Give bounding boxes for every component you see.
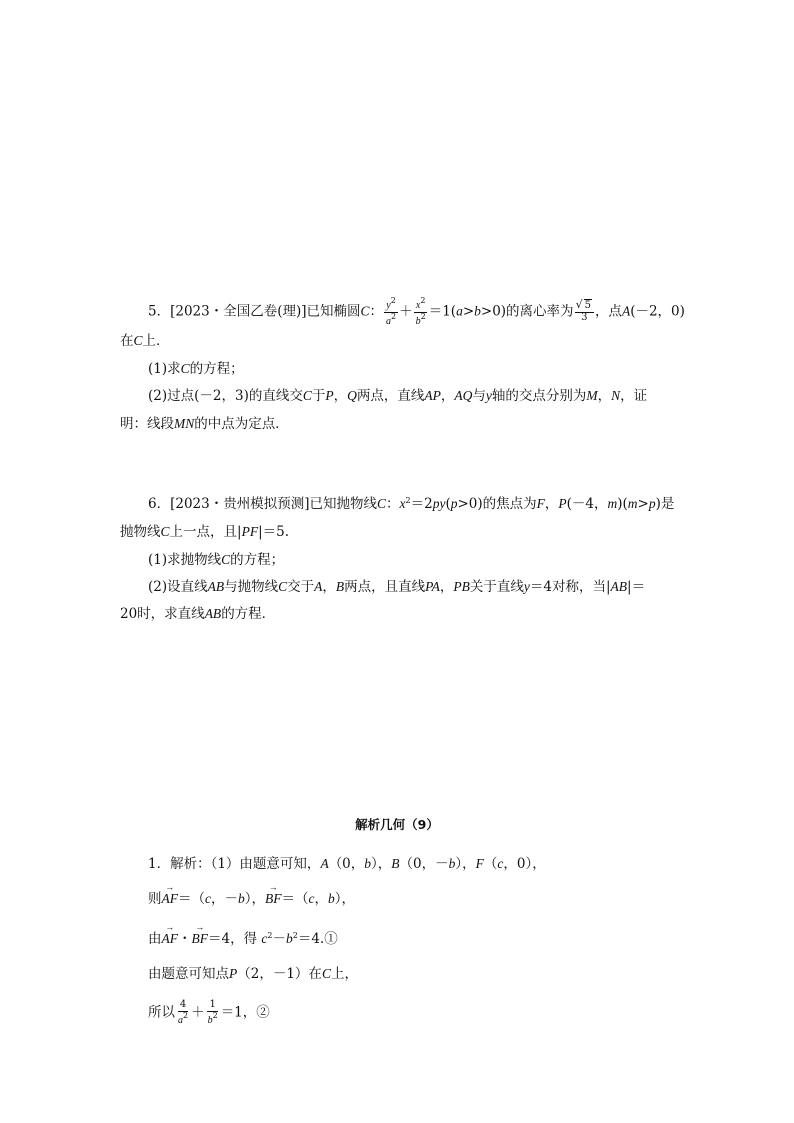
answer-line-5 (148, 1000, 270, 1026)
var-b: b (474, 303, 481, 319)
var-a: a (456, 303, 463, 319)
text: >0)的离心率为 (480, 303, 574, 320)
var-P: P (325, 388, 334, 403)
text: 轴的交点分别为 (491, 388, 587, 404)
text: ， (314, 891, 328, 907)
text: 抛物线 (120, 524, 161, 540)
text: ＝1，② (220, 1004, 270, 1021)
fraction-sqrt5-3 (575, 301, 594, 323)
text: ）， (334, 891, 355, 907)
text: 由题意可知点 (148, 966, 229, 982)
text: 的方程； (230, 552, 285, 568)
text: (－2，0) (630, 303, 685, 320)
text: ， (597, 388, 612, 404)
var-py: py (432, 496, 446, 511)
var-C: C (278, 579, 288, 594)
text: (1)求 (148, 361, 181, 377)
var-C: C (321, 966, 331, 981)
var-m: m (607, 496, 618, 511)
var-PF: PF (241, 524, 259, 539)
text: 上， (330, 966, 358, 982)
text: － (272, 931, 286, 947)
var-c: c (205, 891, 211, 906)
text: 两点，直线 (356, 388, 425, 404)
var-PB: PB (453, 579, 470, 594)
var-y: y (485, 388, 492, 403)
text: 在 (120, 333, 134, 349)
text: 与抛物线 (224, 579, 279, 595)
text: ）， (244, 891, 265, 907)
vector-AF: → AF (162, 932, 179, 946)
text: ＋ (399, 303, 413, 320)
exp: 2 (391, 311, 397, 321)
var-P: P (229, 966, 238, 981)
var-C: C (360, 303, 370, 319)
text: 与 (472, 388, 486, 404)
problem-5-line-2 (120, 334, 170, 349)
text: （0，－ (399, 856, 449, 872)
problem-5-number: 5．[2023・全国乙卷(理)]已知椭圆 (148, 303, 361, 320)
text: > (462, 303, 475, 320)
var-A: A (314, 579, 323, 594)
numerator: 4 (179, 999, 187, 1010)
exp: 2 (183, 1010, 189, 1020)
answer-line-1 (148, 857, 546, 872)
text: ＝2 (410, 496, 433, 512)
var-m: m (627, 496, 638, 511)
problem-5-question-1 (148, 362, 244, 377)
exp: 2 (420, 311, 426, 321)
problem-6-line-1 (148, 497, 674, 512)
text: ， (544, 496, 559, 512)
var-y: y (386, 300, 391, 311)
text: ＋ (191, 1004, 205, 1021)
text: 1．解析：（1）由题意可知， (148, 856, 321, 872)
text: (2)设直线 (148, 579, 208, 595)
var-M: M (586, 388, 598, 403)
text: ＝（ (178, 891, 205, 907)
var-c: c (308, 891, 315, 906)
problem-6-line-2 (120, 525, 289, 540)
text: ， (333, 388, 348, 404)
text: (1)求抛物线 (148, 552, 222, 568)
radicand: 5 (584, 300, 591, 311)
problem-5-line-1 (148, 297, 685, 327)
var-C: C (133, 333, 143, 348)
vector-BF: → BF (265, 892, 282, 906)
problem-6-question-1 (148, 553, 284, 568)
text: 所以 (148, 1004, 175, 1021)
var-a: a (386, 315, 392, 327)
var-AB: AB (207, 579, 225, 594)
text: ，点 (594, 303, 622, 320)
var-b: b (328, 891, 335, 906)
var-b: b (415, 315, 421, 327)
text: ，－ (211, 891, 238, 907)
sqrt-symbol (577, 301, 592, 312)
text: ＝（ (281, 891, 309, 907)
var-C: C (180, 361, 190, 376)
text: ( (445, 496, 451, 512)
var-AQ: AQ (454, 388, 473, 403)
var-b: b (448, 856, 456, 871)
var-B: B (335, 579, 345, 594)
problem-6-question-2 (148, 580, 645, 595)
text: )( (617, 496, 628, 512)
fraction-4-a2 (176, 1000, 190, 1026)
vector-BF: → BF (192, 932, 209, 946)
text: ＝4对称，当| (529, 579, 611, 595)
var-c: c (261, 931, 268, 946)
var-C: C (221, 552, 231, 567)
problem-5-question-2 (148, 389, 647, 404)
var-b: b (238, 891, 245, 906)
text: 由 (148, 931, 162, 947)
var-x: x (415, 300, 421, 311)
numerator: 1 (209, 999, 216, 1010)
var-F: F (475, 856, 484, 871)
text: 20时，求直线 (120, 606, 205, 622)
fraction-y2-a2 (384, 297, 398, 327)
text: > (637, 496, 649, 512)
text: >0)的焦点为 (457, 496, 537, 512)
text: （2，－1）在 (237, 966, 322, 982)
answer-line-4 (148, 967, 358, 982)
var-Q: Q (347, 388, 357, 403)
var-C: C (376, 496, 386, 511)
var-P: P (558, 496, 567, 511)
text: （ (483, 856, 498, 872)
var-p: p (648, 496, 656, 511)
exp: 2 (292, 931, 298, 940)
var-y: y (523, 579, 530, 594)
var-b: b (285, 931, 293, 946)
var-MN: MN (174, 416, 195, 431)
var-C: C (302, 388, 312, 403)
exp: 2 (405, 496, 411, 505)
text: 明：线段 (120, 416, 174, 432)
text: ， (440, 388, 455, 404)
text: |＝5. (258, 524, 290, 540)
exp: 2 (420, 296, 426, 305)
denominator: 3 (581, 311, 588, 323)
var-b: b (364, 856, 372, 871)
text: 的中点为定点． (194, 416, 289, 432)
vector-AF: → AF (162, 892, 179, 906)
var-b: b (207, 1014, 213, 1026)
exp: 2 (267, 931, 273, 940)
text: ）， (371, 856, 392, 872)
fraction-x2-b2 (414, 297, 428, 327)
text: ， (439, 579, 454, 595)
problem-6-number: 6．[2023・贵州模拟预测]已知抛物线 (148, 496, 377, 512)
text: 的方程； (189, 361, 244, 377)
var-N: N (611, 388, 621, 403)
text: )是 (655, 496, 675, 512)
text: ＝4.① (297, 931, 338, 947)
text: ）， (455, 856, 476, 872)
text: 则 (148, 891, 162, 907)
text: (2)过点(－2，3)的直线交 (148, 388, 303, 404)
problem-6-question-2-line-2 (120, 607, 275, 622)
text: 上． (142, 333, 170, 349)
text: 关于直线 (469, 579, 524, 595)
text: ， (322, 579, 336, 595)
problem-5-question-2-line-2 (120, 417, 289, 432)
text: |＝ (627, 579, 646, 595)
var-B: B (391, 856, 400, 871)
var-AB: AB (610, 579, 628, 594)
answer-section-title: 解析几何（9） (355, 817, 439, 832)
text: ，0）， (503, 856, 546, 872)
var-x: x (399, 496, 406, 511)
text: ，证 (620, 388, 648, 404)
exp: 2 (212, 1010, 218, 1020)
text: 上一点，且| (169, 524, 242, 540)
answer-line-2 (148, 892, 355, 907)
text: ＝4，得 (208, 931, 258, 947)
text: 两点，且直线 (344, 579, 426, 595)
text: （0， (328, 856, 365, 872)
fraction-1-b2 (206, 1000, 220, 1026)
text: 交于 (287, 579, 315, 595)
var-A: A (320, 856, 329, 871)
answer-line-3 (148, 932, 338, 947)
var-a: a (178, 1014, 183, 1026)
var-F: F (536, 496, 545, 511)
text: ： (369, 303, 384, 320)
exp: 2 (390, 296, 396, 305)
text: ・ (178, 931, 192, 947)
var-p: p (450, 496, 458, 511)
text: 于 (311, 388, 326, 404)
var-C: C (160, 524, 170, 539)
text: 的方程． (221, 606, 276, 622)
var-PA: PA (425, 579, 440, 594)
var-AB: AB (204, 606, 222, 621)
text: ： (386, 496, 400, 512)
var-AP: AP (424, 388, 441, 403)
var-A: A (621, 303, 631, 319)
text: (－4， (566, 496, 608, 512)
text: ＝1( (428, 303, 457, 320)
var-c: c (497, 856, 504, 871)
